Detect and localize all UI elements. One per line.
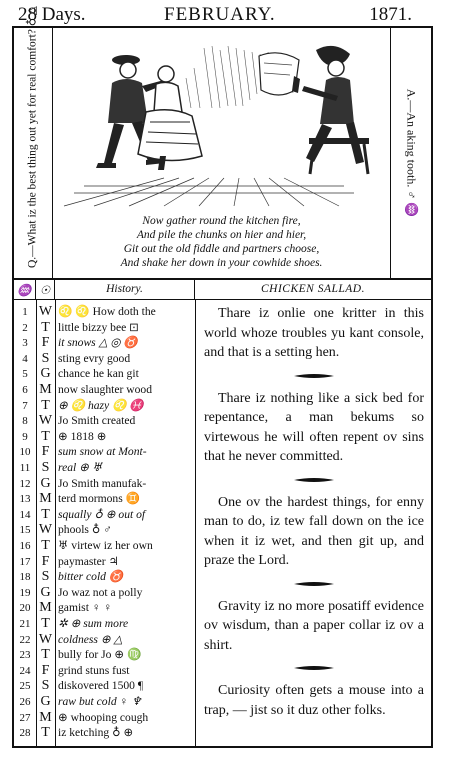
column-divider [195, 300, 196, 746]
day-number: 26 [19, 696, 31, 708]
history-entry: phools ♁ ♂ [58, 523, 112, 537]
day-letter: F [41, 335, 50, 351]
day-number: 2 [22, 321, 28, 334]
column-header-history: History. [55, 280, 195, 300]
day-row [14, 460, 195, 475]
history-entry: chance he kan git [58, 367, 139, 381]
history-entry: it snows △ ◎ ♉ [58, 336, 138, 350]
day-row [14, 382, 195, 397]
history-entry: diskovered 1500 ¶ [58, 679, 144, 693]
history-entry: sting evry good [58, 351, 131, 365]
page-header [14, 2, 434, 26]
day-row [14, 569, 195, 584]
day-letter: W [38, 413, 53, 429]
day-row [14, 429, 195, 444]
day-number: 12 [19, 477, 31, 490]
day-row [14, 600, 195, 615]
ornament-divider [292, 665, 336, 671]
history-entry: grind stuns fust [58, 663, 130, 677]
day-letter: T [41, 725, 50, 741]
history-entry: terd mormons ♊ [58, 492, 141, 506]
day-row [14, 710, 195, 725]
day-row [14, 476, 195, 491]
day-letter: S [41, 678, 50, 694]
day-letter: M [39, 600, 52, 616]
day-number: 20 [19, 602, 31, 615]
history-entry: ✲ ⊕ sum more [58, 617, 129, 630]
day-number: 6 [22, 384, 28, 396]
day-row [14, 663, 195, 678]
day-number: 18 [19, 571, 31, 584]
history-entry: real ⊕ ♅ [58, 461, 103, 474]
essay-paragraph: Thare iz onlie one kritter in this world whoze troubles yu kant console, and that is a setting hen. [204, 306, 424, 360]
aquarius-icon: ♒ [17, 285, 32, 297]
history-entry: ⊕ whooping cough [58, 710, 149, 724]
day-letter: T [41, 506, 50, 522]
day-number: 23 [19, 649, 31, 662]
day-letter: G [40, 366, 51, 382]
day-row [14, 538, 195, 553]
dance-illustration [54, 28, 389, 208]
day-letter: W [38, 631, 53, 647]
day-number: 3 [22, 337, 28, 350]
day-number: 24 [19, 664, 31, 677]
day-number: 28 [19, 727, 31, 740]
history-entry: raw but cold ♀ ♆ [58, 695, 142, 708]
day-letter: G [40, 584, 51, 600]
poem-line: And shake her down in your cowhide shoes. [120, 257, 323, 269]
day-row [14, 444, 195, 459]
poem [54, 214, 389, 270]
column-header-essay: CHICKEN SALLAD. [195, 280, 431, 300]
day-row [14, 694, 195, 709]
day-row [14, 632, 195, 647]
day-number: 17 [19, 555, 31, 568]
day-number: 5 [22, 368, 28, 381]
day-letter: W [38, 304, 53, 319]
ornament-divider [292, 581, 336, 587]
day-number: 15 [19, 524, 31, 537]
day-row [14, 398, 195, 413]
column-header-sun [36, 280, 55, 300]
day-letter: F [41, 662, 50, 678]
day-letter: T [41, 428, 50, 444]
day-number: 22 [19, 633, 31, 646]
day-row [14, 366, 195, 381]
day-letter: T [41, 397, 50, 413]
answer-strip [390, 28, 431, 278]
day-number: 21 [19, 618, 31, 630]
day-letter: T [41, 616, 50, 631]
day-letter: T [41, 538, 50, 553]
history-entry: ⊕ 1818 ⊕ [58, 429, 107, 443]
day-number: 14 [19, 508, 31, 521]
calendar-table [14, 280, 431, 746]
day-letter: M [39, 709, 52, 725]
poem-line: Now gather round the kitchen fire, [142, 215, 301, 227]
day-row [14, 304, 195, 319]
day-row [14, 320, 195, 335]
essay-paragraph: One ov the hardest things, for enny man to do, iz tew fall down on the ice when it iz wet, and then git up, and praze the Lord. [204, 494, 424, 568]
day-number: 10 [19, 446, 31, 459]
day-row [14, 678, 195, 693]
history-entry: paymaster ♃ [58, 554, 119, 568]
history-entry: little bizzy bee ⊡ [58, 320, 139, 334]
history-entry: Jo waz not a polly [58, 585, 143, 599]
history-entry: ♌ ♌ How doth the [58, 305, 156, 318]
history-entry: iz ketching ♁ ⊕ [58, 726, 134, 740]
column-header-aquarius [14, 280, 36, 300]
history-entry: squally ♁ ⊕ out of [58, 507, 146, 521]
day-letter: S [41, 350, 50, 366]
day-row [14, 522, 195, 537]
day-letter: G [40, 475, 51, 491]
year: 1871. [369, 4, 412, 25]
day-letter: T [41, 319, 50, 335]
history-entry: Jo Smith created [58, 414, 136, 428]
day-number: 16 [19, 540, 31, 552]
essay-paragraph: Curiosity often gets a mouse into a trap, — jist so it duz other folks. [204, 683, 424, 718]
essays [204, 304, 424, 720]
day-letter: F [41, 553, 50, 569]
day-letter: S [41, 460, 50, 475]
history-entry: gamist ♀ ♀ [58, 601, 113, 615]
history-entry: coldness ⊕ △ [58, 632, 123, 646]
day-letter: M [39, 491, 52, 507]
day-number: 11 [19, 462, 31, 474]
ornament-divider [292, 373, 336, 379]
essay-paragraph: Thare iz nothing like a sick bed for repentance, a man bekums so virtewous he will often repent ov sins that he never committed. [204, 390, 424, 464]
day-row [14, 647, 195, 662]
sun-icon: ☉ [39, 285, 51, 297]
answer-text: A.—An aking tooth. ♂ ♒ [404, 88, 419, 218]
day-number: 8 [22, 415, 28, 428]
history-entry: Jo Smith manufak- [58, 476, 147, 490]
month-title: FEBRUARY. [164, 4, 276, 25]
day-row [14, 413, 195, 428]
day-number: 1 [22, 306, 28, 318]
history-entry: bitter cold ♉ [58, 570, 124, 584]
history-entry: sum snow at Mont- [58, 445, 147, 459]
day-letter: T [41, 647, 50, 663]
day-row [14, 585, 195, 600]
history-entry: ⊕ ♌ hazy ♌ ♓ [58, 398, 144, 412]
ornament-divider [292, 477, 336, 483]
day-number: 13 [19, 493, 31, 506]
poem-line: Git out the old fiddle and partners choose, [123, 243, 320, 255]
day-row [14, 491, 195, 506]
day-row [14, 351, 195, 366]
history-entry: ♅ virtew iz her own [58, 539, 153, 552]
day-number: 4 [22, 352, 28, 365]
day-letter: F [41, 444, 50, 460]
poem-line: And pile the chunks on hier and hier, [136, 229, 307, 241]
day-number: 9 [22, 430, 28, 443]
day-number: 25 [19, 680, 31, 693]
day-letter: G [40, 694, 51, 709]
day-number: 7 [22, 399, 28, 412]
essay-paragraph: Gravity iz no more posatiff evidence ov wisdum, than a paper collar iz ov a shirt. [204, 598, 424, 653]
day-number: 27 [19, 711, 31, 724]
question-strip [14, 6, 53, 278]
day-letter: S [41, 569, 50, 585]
history-entry: now slaughter wood [58, 383, 153, 396]
day-row [14, 725, 195, 740]
day-row [14, 335, 195, 350]
history-entry: bully for Jo ⊕ ♍ [58, 648, 142, 662]
day-row [14, 616, 195, 631]
days-count: 28 Days. [18, 4, 86, 25]
day-letter: M [39, 382, 52, 397]
day-letter: W [38, 522, 53, 538]
day-row [14, 507, 195, 522]
question-text: Q.—What iz the best thing out yet for real comfort? ♁ △ [26, 6, 39, 268]
day-number: 19 [19, 586, 31, 599]
day-row [14, 554, 195, 569]
